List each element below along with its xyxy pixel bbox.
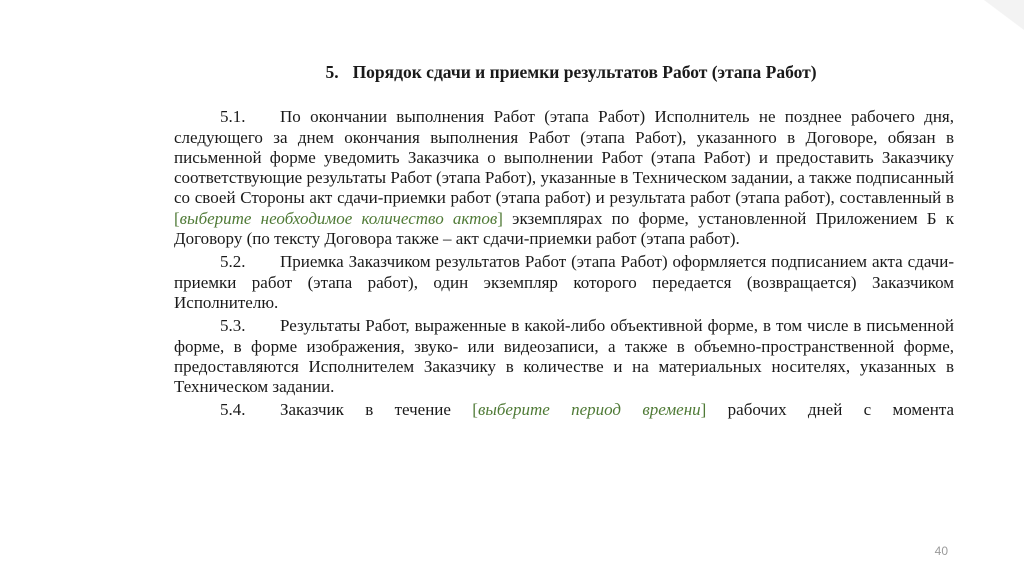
- clause-number: 5.4.: [220, 400, 246, 420]
- clause-5-3: [174, 316, 954, 397]
- slide-page-number: 40: [934, 544, 948, 558]
- clause-text-before: Заказчик в течение: [280, 400, 473, 420]
- clause-number: 5.1.: [220, 107, 246, 127]
- placeholder-field[interactable]: выберите период времени: [477, 400, 701, 420]
- clause-text-after: экземплярах по форме, установленной Приложением Б к Договору (по тексту Договора также – акт сдачи-приемки работ (этапа работ).: [174, 208, 955, 249]
- placeholder-open-bracket: [: [174, 208, 180, 228]
- clause-5-4: [174, 400, 954, 420]
- clause-5-1: [174, 107, 954, 249]
- placeholder-close-bracket: ]: [497, 208, 503, 228]
- placeholder-close-bracket: ]: [700, 400, 707, 420]
- clause-text: Результаты Работ, выраженные в какой-либо объективной форме, в том числе в письменной форме, в форме изображения, звуко- или видеозаписи, а также в объемно-пространственной форме, предоставляются Исполнителем Заказчику в количестве и на материальных носителях, указанных в Техническом задании.: [174, 316, 954, 397]
- clause-text: Приемка Заказчиком результатов Работ (этапа Работ) оформляется подписанием акта сдачи-приемки работ (этапа работ), один экземпляр которого передается (возвращается) Заказчиком Исполнителю.: [174, 252, 954, 312]
- section-number: 5.: [325, 62, 339, 82]
- document-page: [174, 62, 954, 424]
- clause-5-2: [174, 252, 954, 313]
- section-title: Порядок сдачи и приемки результатов Работ (этапа Работ): [352, 62, 817, 82]
- section-heading: [174, 62, 954, 82]
- placeholder-field[interactable]: выберите необходимое количество актов: [179, 208, 498, 228]
- placeholder-open-bracket: [: [472, 400, 478, 420]
- clause-number: 5.2.: [220, 252, 246, 272]
- slide-corner-decoration: [984, 0, 1024, 30]
- clause-number: 5.3.: [220, 316, 246, 336]
- clause-text-after: рабочих дней с момента: [706, 400, 954, 420]
- clause-text-before: По окончании выполнения Работ (этапа Работ) Исполнитель не позднее рабочего дня, следующего за днем окончания выполнения Работ (этапа Работ), указанного в Договоре, обязан в письменной форме уведомить Заказчика о выполнении Работ (этапа Работ) и предоставить Заказчику соответствующие результаты Работ (этапа Работ), указанные в Техническом задании, а также подписанный со своей Стороны акт сдачи-приемки работ (этапа работ) и результата работ (этапа работ), составленный в: [174, 107, 954, 208]
